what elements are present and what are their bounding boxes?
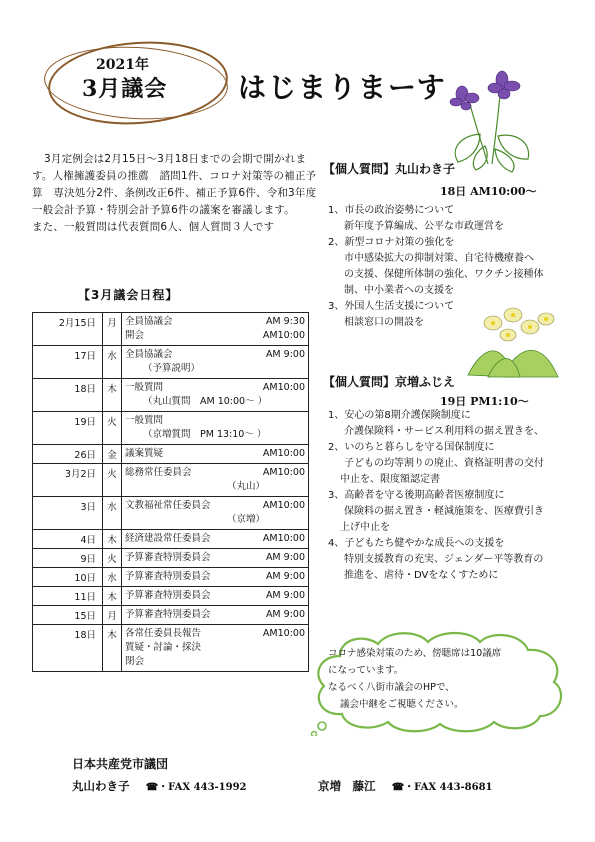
question-number: 4、 xyxy=(328,538,345,549)
schedule-weekday: 木 xyxy=(103,530,122,549)
schedule-row xyxy=(33,625,309,672)
schedule-item-title: 予算審査特別委員会 xyxy=(125,571,211,582)
question-detail: 相談窓口の開設を xyxy=(344,317,424,328)
schedule-content xyxy=(122,464,309,497)
schedule-item-title: 一般質問 xyxy=(125,382,164,393)
schedule-content xyxy=(122,412,309,445)
schedule-date: 15日 xyxy=(33,606,103,625)
schedule-row xyxy=(33,464,309,497)
schedule-note: （予算説明） xyxy=(143,363,201,374)
question-detail: 推進を、虐待・DVをなくすために xyxy=(344,570,499,581)
question-topic: 子どもたち健やかな成長への支援を xyxy=(344,538,505,549)
schedule-weekday: 水 xyxy=(103,497,122,530)
intro-text xyxy=(32,151,318,236)
schedule-date: 9日 xyxy=(33,549,103,568)
schedule-weekday: 火 xyxy=(103,549,122,568)
schedule-item-time: AM10:00 xyxy=(262,533,305,544)
question-detail: 介護保険料・サービス利用料の据え置きを、 xyxy=(344,426,544,437)
schedule-date: 3日 xyxy=(33,497,103,530)
schedule-item-time: AM10:00 xyxy=(262,382,305,393)
schedule-content xyxy=(122,379,309,412)
schedule-content xyxy=(122,497,309,530)
schedule-item-time: AM10:00 xyxy=(262,330,305,341)
question2-list xyxy=(318,408,588,584)
question-number: 1、 xyxy=(328,410,345,421)
schedule-item xyxy=(125,589,305,603)
question-item xyxy=(318,536,588,552)
schedule-item xyxy=(125,608,305,622)
schedule-row xyxy=(33,587,309,606)
schedule-note: （丸山） xyxy=(226,481,265,492)
schedule-row xyxy=(33,568,309,587)
party-name: 日本共産党市議団 xyxy=(72,757,169,771)
footer-member2 xyxy=(318,775,493,799)
schedule-item-title: 開会 xyxy=(125,330,145,341)
schedule-weekday: 月 xyxy=(103,313,122,346)
schedule-item-time: AM10:00 xyxy=(262,628,305,639)
footer-party xyxy=(72,753,247,799)
schedule-item xyxy=(125,315,305,329)
question-number: 2、 xyxy=(328,237,345,248)
question-topic: 新型コロナ対策の強化を xyxy=(344,237,455,248)
schedule-item xyxy=(125,381,305,395)
schedule-date: 17日 xyxy=(33,346,103,379)
schedule-row xyxy=(33,530,309,549)
schedule-item xyxy=(125,641,305,655)
schedule-row xyxy=(33,379,309,412)
schedule-item-title: 総務常任委員会 xyxy=(125,467,192,478)
schedule-item xyxy=(125,329,305,343)
schedule-date: 2月15日 xyxy=(33,313,103,346)
question-item xyxy=(318,440,588,456)
question-detail: の支援、保健所体制の強化、ワクチン接種体 xyxy=(344,269,544,280)
member2-phone: ☎・FAX 443-8681 xyxy=(391,782,493,793)
question-detail: 中止を、限度額認定書 xyxy=(340,474,440,485)
schedule-weekday: 金 xyxy=(103,445,122,464)
schedule-row xyxy=(33,445,309,464)
violet-flower-illustration xyxy=(440,64,555,174)
question1-date: 18日 AM10:00～ xyxy=(440,185,537,198)
schedule-content xyxy=(122,568,309,587)
question-detail: 子どもの均等割りの廃止、資格証明書の交付 xyxy=(344,458,544,469)
schedule-item-time: AM 9:00 xyxy=(265,349,305,360)
question-number: 1、 xyxy=(328,205,345,216)
schedule-item xyxy=(125,499,305,513)
schedule-weekday: 火 xyxy=(103,464,122,497)
schedule-item xyxy=(125,447,305,461)
schedule-content xyxy=(122,606,309,625)
member1-name: 丸山わき子 xyxy=(72,779,130,793)
question-number: 2、 xyxy=(328,442,345,453)
schedule-weekday: 月 xyxy=(103,606,122,625)
schedule-row xyxy=(33,313,309,346)
schedule-content xyxy=(122,549,309,568)
schedule-item-time: AM 9:30 xyxy=(265,316,305,327)
member1-phone: ☎・FAX 443-1992 xyxy=(145,782,247,793)
schedule-weekday: 木 xyxy=(103,587,122,606)
question-detail: 保険料の据え置き・軽減施策を、医療費引き xyxy=(344,506,544,517)
notice-line: になっています。 xyxy=(328,665,404,676)
question-number: 3、 xyxy=(328,301,345,312)
headline: はじまりまーす xyxy=(238,71,447,104)
question-topic: 安心の第8期介護保険制度に xyxy=(344,410,471,421)
schedule-item xyxy=(125,627,305,641)
schedule-note: （丸山質問 AM 10:00～ ） xyxy=(143,396,268,407)
member2-name: 京増 藤江 xyxy=(318,779,376,793)
schedule-table xyxy=(32,312,309,672)
schedule-content xyxy=(122,625,309,672)
schedule-content xyxy=(122,313,309,346)
schedule-row xyxy=(33,606,309,625)
schedule-row xyxy=(33,412,309,445)
schedule-item xyxy=(125,466,305,480)
question-number: 3、 xyxy=(328,490,345,501)
schedule-item xyxy=(125,655,305,669)
schedule-date: 18日 xyxy=(33,379,103,412)
schedule-item-time: AM 9:00 xyxy=(265,571,305,582)
schedule-item-title: 文教福祉常任委員会 xyxy=(125,500,211,511)
schedule-weekday: 木 xyxy=(103,625,122,672)
notice-line: コロナ感染対策のため、傍聴席は10議席 xyxy=(328,648,502,659)
schedule-item-title: 質疑・討論・採決 xyxy=(125,642,202,653)
schedule-content xyxy=(122,530,309,549)
question-detail: 新年度予算編成、公平な市政運営を xyxy=(344,221,504,232)
question-item xyxy=(318,235,588,251)
schedule-item-title: 予算審査特別委員会 xyxy=(125,590,211,601)
schedule-weekday: 火 xyxy=(103,412,122,445)
schedule-item xyxy=(125,570,305,584)
question-detail: 制、中小業者への支援を xyxy=(344,285,454,296)
year-label: 2021年 xyxy=(96,57,149,73)
schedule-item-time: AM10:00 xyxy=(262,500,305,511)
schedule-item xyxy=(125,532,305,546)
question-topic: いのちと暮らしを守る国保制度に xyxy=(344,442,495,453)
question1-heading: 【個人質問】丸山わき子 xyxy=(323,162,456,176)
schedule-weekday: 水 xyxy=(103,346,122,379)
session-title: 3月議会 xyxy=(82,76,168,102)
question-detail: 上げ中止を xyxy=(340,522,390,533)
schedule-item-title: 閉会 xyxy=(125,656,145,667)
schedule-weekday: 木 xyxy=(103,379,122,412)
intro-question-summary: また、一般質問は代表質問6人、個人質問３人です xyxy=(32,221,275,233)
schedule-item-title: 一般質問 xyxy=(125,415,164,426)
schedule-weekday: 水 xyxy=(103,568,122,587)
question-topic: 外国人生活支援について xyxy=(344,301,455,312)
schedule-date: 10日 xyxy=(33,568,103,587)
schedule-item-time: AM 9:00 xyxy=(265,590,305,601)
schedule-item-time: AM 9:00 xyxy=(265,609,305,620)
schedule-date: 18日 xyxy=(33,625,103,672)
schedule-item-time: AM 9:00 xyxy=(265,552,305,563)
schedule-content xyxy=(122,587,309,606)
notice-line: 議会中継をご視聴ください。 xyxy=(340,699,464,710)
schedule-title: 【3月議会日程】 xyxy=(78,288,179,302)
schedule-item-title: 経済建設常任委員会 xyxy=(125,533,211,544)
schedule-item xyxy=(125,551,305,565)
schedule-date: 26日 xyxy=(33,445,103,464)
question-detail: 市中感染拡大の抑制対策、自宅待機療養へ xyxy=(344,253,534,264)
schedule-item-time: AM10:00 xyxy=(262,448,305,459)
question-detail: 特別支援教育の充実、ジェンダー平等教育の xyxy=(344,554,544,565)
question2-date: 19日 PM1:10～ xyxy=(440,395,529,408)
schedule-row xyxy=(33,346,309,379)
schedule-item-title: 議案質疑 xyxy=(125,448,164,459)
notice-text xyxy=(328,645,563,713)
schedule-item-title: 予算審査特別委員会 xyxy=(125,552,211,563)
question-topic: 高齢者を守る後期高齢者医療制度に xyxy=(344,490,505,501)
schedule-content xyxy=(122,445,309,464)
schedule-item-title: 全員協議会 xyxy=(125,349,173,360)
schedule-note: （京増質問 PM 13:10～ ） xyxy=(143,429,267,440)
schedule-content xyxy=(122,346,309,379)
schedule-row xyxy=(33,497,309,530)
notice-line: なるべく八街市議会のHPで、 xyxy=(328,682,455,693)
schedule-item xyxy=(125,348,305,362)
schedule-item xyxy=(125,414,305,428)
schedule-note: （京増） xyxy=(226,514,265,525)
schedule-item-title: 各常任委員長報告 xyxy=(125,628,202,639)
schedule-item-title: 予算審査特別委員会 xyxy=(125,609,211,620)
question-topic: 市長の政治姿勢について xyxy=(344,205,455,216)
question-item xyxy=(318,408,588,424)
question-item xyxy=(318,203,588,219)
white-flower-illustration xyxy=(458,305,568,380)
intro-paragraph: 3月定例会は2月15日～3月18日までの会期で開かれます。人権擁護委員の推薦 諮問1件、コロナ対策等の補正予算 専決処分2件、条例改正6件、補正予算6件、令和3年度一般会計予算・特別会計予算6件の議案を審議します。 xyxy=(32,153,317,216)
schedule-date: 19日 xyxy=(33,412,103,445)
question-item xyxy=(318,488,588,504)
schedule-row xyxy=(33,549,309,568)
schedule-date: 3月2日 xyxy=(33,464,103,497)
schedule-item-time: AM10:00 xyxy=(262,467,305,478)
schedule-item-title: 全員協議会 xyxy=(125,316,173,327)
schedule-date: 11日 xyxy=(33,587,103,606)
schedule-date: 4日 xyxy=(33,530,103,549)
question2-heading: 【個人質問】京増ふじえ xyxy=(323,375,456,389)
